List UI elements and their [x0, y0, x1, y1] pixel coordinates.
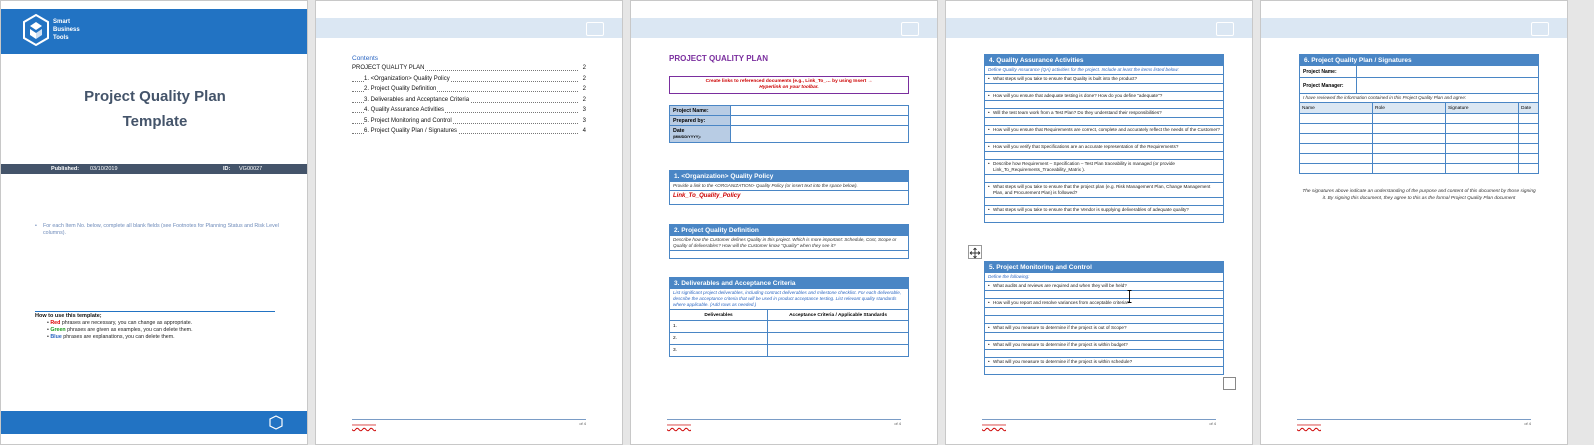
- header-band: [946, 18, 1252, 38]
- table-row[interactable]: [1300, 124, 1538, 134]
- question-item: • What will you measure to determine if the project is within schedule?: [985, 357, 1223, 366]
- plan-title: PROJECT QUALITY PLAN: [669, 54, 768, 63]
- header-logo-icon: [586, 22, 604, 36]
- published-bar: [1, 164, 308, 174]
- footer-page: of 4: [579, 421, 586, 426]
- header-band: [631, 18, 937, 38]
- toc-item[interactable]: 2. Project Quality Definition 2: [352, 84, 586, 95]
- agreement-statement: I have reviewed the information contained in this Project Quality Plan and agree:: [1300, 94, 1538, 103]
- header-logo-icon: [1531, 22, 1549, 36]
- question-item: • How will you ensure that adequate testing is done? How do you define "adequate"?: [985, 91, 1223, 100]
- section-signatures: 6. Project Quality Plan / Signatures Project Name: Project Manager: I have reviewed the information contained in this Project Quality Plan and agree: Name Role Signature Date: [1299, 54, 1539, 174]
- footer-rule: [1297, 419, 1531, 420]
- footer-left: xxxxxxxxxxxx: [352, 422, 376, 427]
- brand-logo-icon: [23, 14, 49, 46]
- quality-policy-link[interactable]: Link_To_Quality_Policy: [673, 193, 741, 199]
- date-field[interactable]: [731, 126, 909, 143]
- footer-rule: [352, 419, 586, 420]
- footer-left: xxxxxxxxxxxx: [1297, 422, 1321, 427]
- project-name-field[interactable]: [731, 106, 909, 116]
- toc-item[interactable]: 5. Project Monitoring and Control 3: [352, 116, 586, 127]
- cover-note: • For each Item No. below, complete all blank fields (see Footnotes for Planning Status and Risk Level columns).: [35, 223, 279, 236]
- published-label: Published:: [51, 166, 80, 172]
- footer-left: xxxxxxxxxxxx: [982, 422, 1006, 427]
- toc-list: [352, 63, 586, 137]
- answer-field[interactable]: [985, 349, 1223, 357]
- project-manager-field[interactable]: [1357, 78, 1539, 94]
- question-item: • Will the test team work from a Test Plan? Do they understand their responsibilities?: [985, 108, 1223, 117]
- question-item: • What steps will you take to ensure that Quality is built into the product?: [985, 75, 1223, 83]
- footer-rule: [667, 419, 901, 420]
- project-name-field[interactable]: [1357, 66, 1539, 78]
- question-item: • What steps will you take to ensure that the project plan (e.g. Risk Management Plan, Change Management Plan, and Procurement Plan) is followed?: [985, 182, 1223, 197]
- table-row[interactable]: 1.: [670, 321, 908, 333]
- howto-title: How to use this template;: [35, 313, 102, 319]
- section-deliverables: 3. Deliverables and Acceptance Criteria List significant project deliverables, including contract deliverables and milestone checklist. For each deliverable, describe the acceptance criteria that will be used in product acceptance testing. List relevant quality standards where applicable. (Add rows as needed.) Deliverables Acceptance Criteria / Applicable Standards 1. 2. 3.: [669, 277, 909, 357]
- section-quality-definition: 2. Project Quality Definition Describe how the Customer defines Quality in this project. Which is more important: Schedule, Cost, Scope or Quality of deliverables? How will the Customer know "Quality" when they see it?: [669, 224, 909, 259]
- howto-item: • Red phrases are necessary, you can change as appropriate.: [47, 320, 193, 326]
- id-value: VG00027: [239, 166, 263, 172]
- footer-page: of 4: [1209, 421, 1216, 426]
- answer-field[interactable]: [985, 366, 1223, 374]
- howto-item: • Green phrases are given as examples, you can delete them.: [47, 327, 193, 333]
- question-item: • What steps will you take to ensure that the Vendor is supplying deliverables of adequate quality?: [985, 205, 1223, 214]
- page-cover: [0, 0, 308, 445]
- cover-footer-band: [1, 411, 308, 434]
- table-row[interactable]: [1300, 144, 1538, 154]
- prepared-by-field[interactable]: [731, 116, 909, 126]
- footer-left: xxxxxxxxxxxx: [667, 422, 691, 427]
- text-cursor-icon: [1127, 290, 1132, 303]
- id-label: ID:: [223, 166, 231, 172]
- section-qa-activities: 4. Quality Assurance Activities Define Quality Assurance (QA) activities for the project. Include at least the items listed below: • What steps will you take to ensure that Quality is built into the product? • How will you ensure that adequate testing is done? How do you define "adequate"? • Will the test team work from a Test Plan? Do they understand their responsibilities? • How will you ensure that Requirements are correct, complete and accurately reflect the needs of the Customer? • How will you verify that Specifications are an accurate representation of the Requirements? • Describe how Requirement – Specification – Test Plan traceability is managed (or provide Link_To_Requirements_Traceability_Matrix ). • What steps will you take to ensure that the project plan (e.g. Risk Management Plan, Change Management Plan, and Procurement Plan) is followed? • What steps will you take to ensure that the Vendor is supplying deliverables of adequate quality?: [984, 54, 1224, 223]
- question-item: • Describe how Requirement – Specification – Test Plan traceability is managed (or provide Link_To_Requirements_Traceability_Matrix ).: [985, 159, 1223, 174]
- answer-field[interactable]: [985, 117, 1223, 125]
- toc-item[interactable]: 6. Project Quality Plan / Signatures 4: [352, 126, 586, 137]
- answer-field[interactable]: [985, 83, 1223, 91]
- published-value: 03/10/2019: [90, 166, 118, 172]
- answer-field[interactable]: [985, 151, 1223, 159]
- footer-page: of 4: [894, 421, 901, 426]
- page-activities: [945, 0, 1253, 445]
- howto-list: [47, 320, 193, 341]
- question-item: • How will you report and resolve variances from acceptable criteria?: [985, 298, 1223, 307]
- table-row[interactable]: [1300, 154, 1538, 164]
- question-item: • What audits and reviews are required and when they will be held?: [985, 282, 1223, 290]
- answer-field[interactable]: [985, 307, 1223, 315]
- toc-item[interactable]: 3. Deliverables and Acceptance Criteria 2: [352, 95, 586, 106]
- cover-title: Project Quality Plan Template: [84, 88, 226, 130]
- toc-item[interactable]: PROJECT QUALITY PLAN 2: [352, 65, 586, 71]
- answer-field[interactable]: [670, 251, 908, 258]
- brand-name: Smart Business Tools: [53, 19, 80, 41]
- answer-field[interactable]: [985, 100, 1223, 108]
- answer-field[interactable]: [985, 197, 1223, 205]
- answer-field[interactable]: [985, 134, 1223, 142]
- table-row[interactable]: [1300, 134, 1538, 144]
- footer-page: of 4: [1524, 421, 1531, 426]
- section-monitoring-control: 5. Project Monitoring and Control Define the following: • What audits and reviews are required and when they will be held? • How will you report and resolve variances from acceptable criteria? • What will you measure to determine if the project is out of Scope? • What will you measure to determine if the project is within budget? • What will you measure to determine if the project is within schedule?: [984, 261, 1224, 375]
- project-info-table: Project Name: Prepared by: Date (MM/DD/YYYY):: [669, 105, 909, 143]
- header-band: [316, 18, 622, 38]
- move-handle-icon[interactable]: [968, 245, 982, 259]
- table-row[interactable]: 3.: [670, 345, 908, 357]
- footer-rule: [982, 419, 1216, 420]
- table-row[interactable]: [1300, 114, 1538, 124]
- toc-item[interactable]: 4. Quality Assurance Activities 3: [352, 105, 586, 116]
- page-contents: [315, 0, 623, 445]
- howto-divider: [35, 311, 275, 312]
- page-signatures: [1260, 0, 1568, 445]
- header-logo-icon: [1216, 22, 1234, 36]
- toc-item[interactable]: 1. <Organization> Quality Policy 2: [352, 74, 586, 85]
- resize-handle[interactable]: [1223, 377, 1236, 390]
- link-note: Create links to referenced documents (e.g., Link_To_… by using Insert → Hyperlink on your toolbar.: [669, 76, 909, 94]
- howto-item: • Blue phrases are explanations, you can delete them.: [47, 334, 175, 340]
- question-item: • How will you verify that Specifications are an accurate representation of the Requirements?: [985, 142, 1223, 151]
- answer-field[interactable]: [985, 214, 1223, 222]
- table-row[interactable]: [1300, 164, 1538, 174]
- header-logo-icon: [901, 22, 919, 36]
- header-band: [1261, 18, 1567, 38]
- answer-field[interactable]: [985, 332, 1223, 340]
- question-item: • What will you measure to determine if the project is within budget?: [985, 340, 1223, 349]
- answer-field[interactable]: [985, 315, 1223, 323]
- question-item: • What will you measure to determine if the project is out of Scope?: [985, 323, 1223, 332]
- question-item: • How will you ensure that Requirements are correct, complete and accurately reflect the needs of the Customer?: [985, 125, 1223, 134]
- section-quality-policy: 1. <Organization> Quality Policy Provide a link to the <ORGANIZATION> Quality Policy (or insert text into the space below). Link_To_Quality_Policy: [669, 170, 909, 205]
- answer-field[interactable]: [985, 290, 1223, 298]
- footer-logo-icon: [269, 415, 283, 430]
- table-row[interactable]: 2.: [670, 333, 908, 345]
- contents-title: Contents: [352, 55, 379, 62]
- answer-field[interactable]: [985, 174, 1223, 182]
- signature-closing: The signatures above indicate an understanding of the purpose and content of this document by those signing it. By signing this document, they agree to this as the formal Project Quality Plan document: [1302, 189, 1536, 201]
- page-plan: [630, 0, 938, 445]
